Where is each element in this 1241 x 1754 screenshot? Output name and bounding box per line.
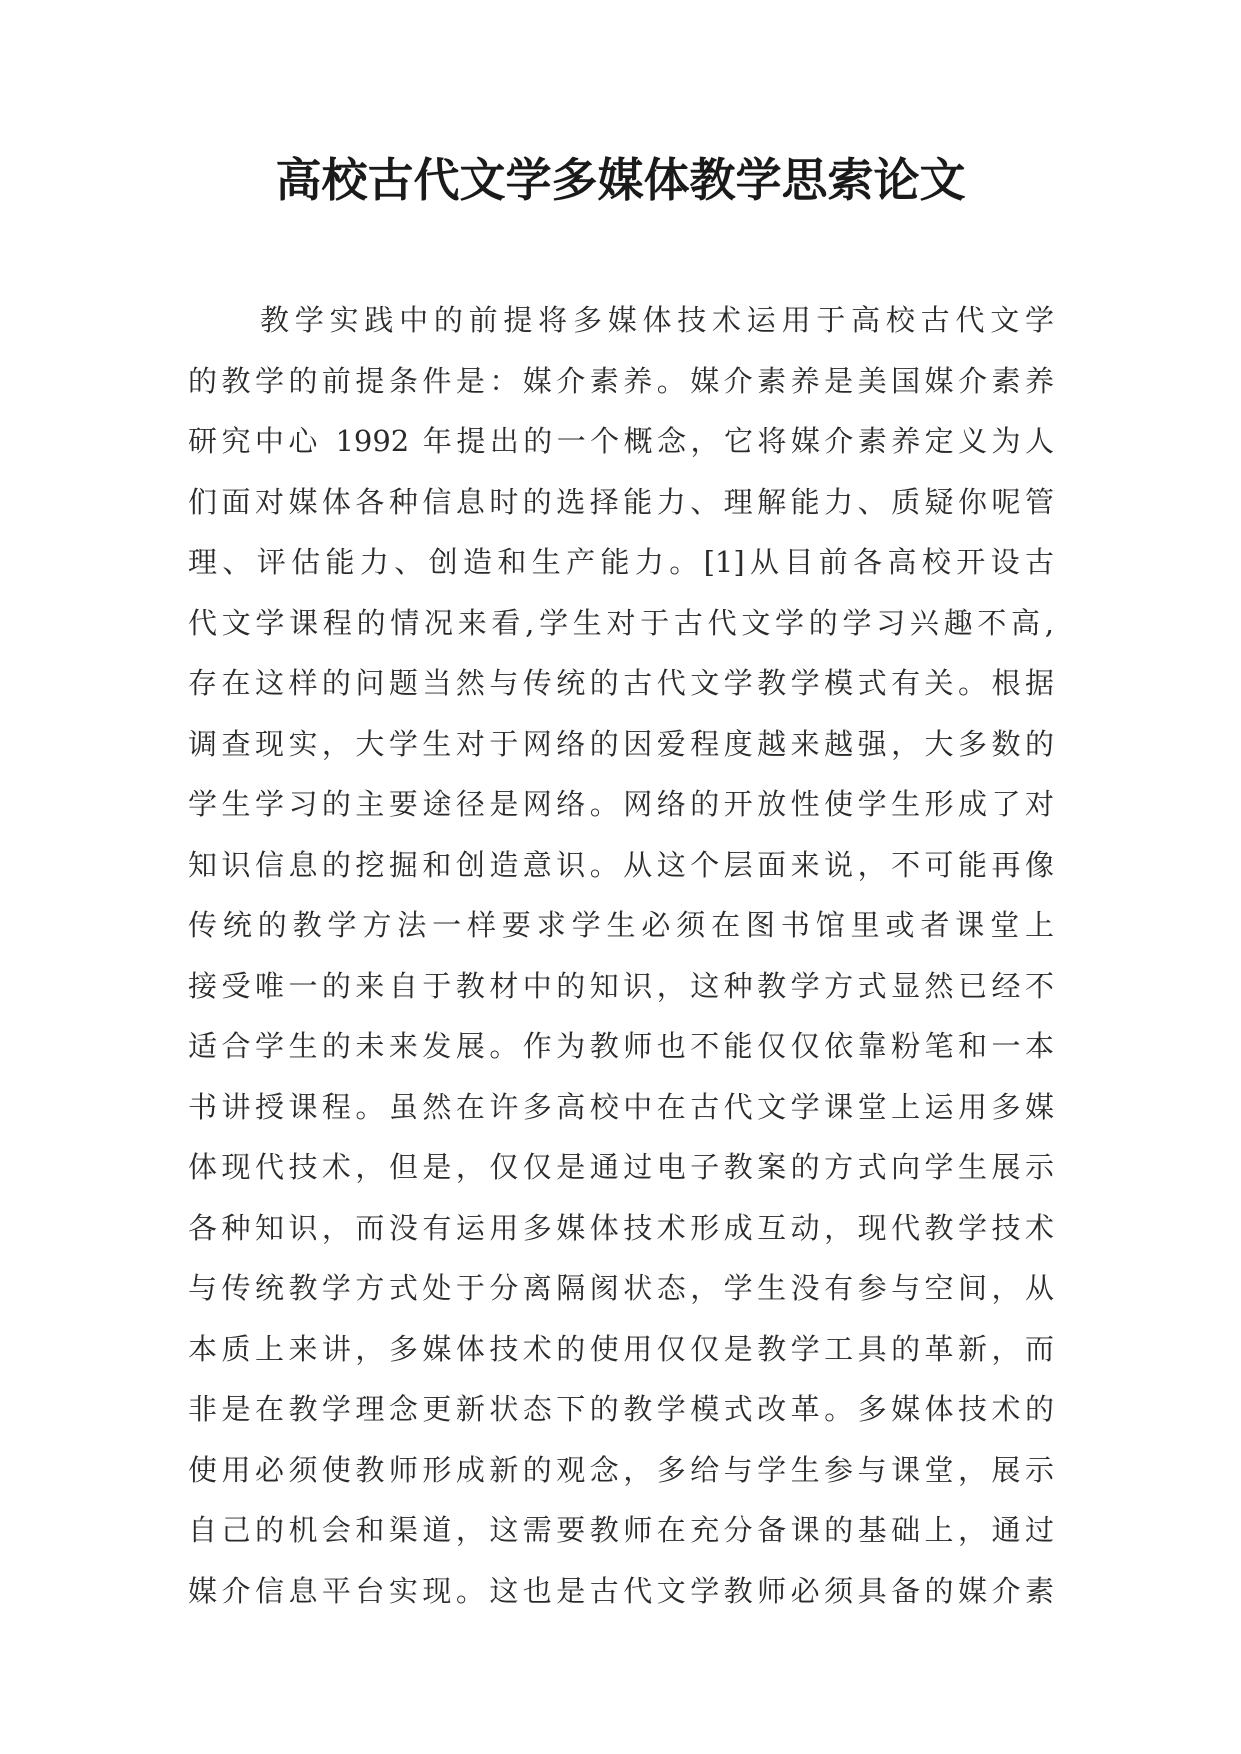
body-line: 存在这样的问题当然与传统的古代文学教学模式有关。根据: [188, 666, 1054, 700]
body-line: 使用必须使教师形成新的观念，多给与学生参与课堂，展示: [188, 1452, 1054, 1487]
body-line: 各种知识，而没有运用多媒体技术形成互动，现代教学技术: [188, 1210, 1054, 1245]
body-line: 与传统教学方式处于分离隔阂状态，学生没有参与空间，从: [188, 1271, 1054, 1305]
body-line: 代文学课程的情况来看,学生对于古代文学的学习兴趣不高,: [188, 605, 1054, 640]
body-line: 传统的教学方法一样要求学生必须在图书馆里或者课堂上: [188, 908, 1054, 942]
body-line: 体现代技术，但是，仅仅是通过电子教案的方式向学生展示: [188, 1150, 1054, 1184]
body-line: 非是在教学理念更新状态下的教学模式改革。多媒体技术的: [188, 1392, 1054, 1426]
body-line: 适合学生的未来发展。作为教师也不能仅仅依靠粉笔和一本: [188, 1029, 1054, 1063]
body-line: 接受唯一的来自于教材中的知识，这种教学方式显然已经不: [188, 968, 1054, 1003]
body-line: 的教学的前提条件是：媒介素养。媒介素养是美国媒介素养: [188, 363, 1054, 398]
body-line: 们面对媒体各种信息时的选择能力、理解能力、质疑你呢管: [188, 484, 1054, 519]
document-title: 高校古代文学多媒体教学思索论文: [275, 153, 966, 207]
body-line: 理、评估能力、创造和生产能力。[1]从目前各高校开设古: [188, 545, 1054, 579]
body-line: 自己的机会和渠道，这需要教师在充分备课的基础上，通过: [188, 1513, 1054, 1547]
body-line: 学生学习的主要途径是网络。网络的开放性使学生形成了对: [188, 787, 1054, 821]
body-line: 本质上来讲，多媒体技术的使用仅仅是教学工具的革新，而: [188, 1331, 1054, 1366]
body-line: 媒介信息平台实现。这也是古代文学教师必须具备的媒介素: [188, 1573, 1054, 1608]
body-line: 调查现实，大学生对于网络的因爱程度越来越强，大多数的: [188, 726, 1054, 761]
body-line: 书讲授课程。虽然在许多高校中在古代文学课堂上运用多媒: [188, 1089, 1054, 1124]
document-body: [188, 290, 1054, 1621]
body-line: 知识信息的挖掘和创造意识。从这个层面来说，不可能再像: [188, 847, 1054, 882]
body-line: 研究中心 1992 年提出的一个概念，它将媒介素养定义为人: [188, 424, 1054, 458]
body-line: 教学实践中的前提将多媒体技术运用于高校古代文学: [260, 303, 1054, 337]
